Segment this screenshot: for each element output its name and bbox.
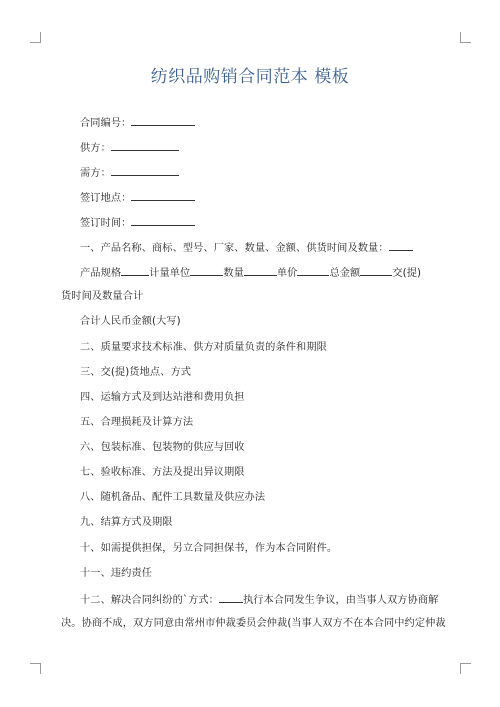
clause-12-cont: 决。协商不成，双方同意由常州市仲裁委员会仲裁(当事人双方不在本合同中约定仲裁 xyxy=(61,618,446,629)
blank-line xyxy=(111,165,179,176)
clause-9: 九、结算方式及期限 xyxy=(80,517,173,528)
crop-mark-top-right xyxy=(460,32,471,43)
field-sign-time: 签订时间： xyxy=(80,215,195,231)
clause-5: 五、合理损耗及计算方法 xyxy=(80,417,194,428)
blank-line xyxy=(389,240,413,251)
blank-line xyxy=(131,190,195,201)
clause-1: 一、产品名称、商标、型号、厂家、数量、金额、供货时间及数量： xyxy=(80,240,413,256)
field-buyer: 需方： xyxy=(80,165,179,181)
clause-10: 十、如需提供担保，另立合同担保书，作为本合同附件。 xyxy=(80,543,338,554)
blank-line xyxy=(219,592,243,603)
clause-6: 六、包装标准、包装物的供应与回收 xyxy=(80,442,245,453)
clause-8: 八、随机备品、配件工具数量及供应办法 xyxy=(80,492,266,503)
clause-11: 十一、违约责任 xyxy=(80,568,153,579)
crop-mark-top-left xyxy=(30,32,41,43)
field-sign-place: 签订地点： xyxy=(80,190,195,206)
clause-3: 三、交(提)货地点、方式 xyxy=(80,367,192,378)
clause-2: 二、质量要求技术标准、供方对质量负责的条件和期限 xyxy=(80,342,327,353)
spec-row-cont: 货时间及数量合计 xyxy=(61,291,144,302)
clause-12: 十二、解决合同纠纷的`方式： 执行本合同发生争议，由当事人双方协商解 xyxy=(80,592,438,608)
blank-line xyxy=(131,115,195,126)
spec-row: 产品规格 计量单位 数量 单价 总金额 交(提) xyxy=(80,265,421,281)
crop-mark-bottom-right xyxy=(460,663,471,674)
field-supplier: 供方： xyxy=(80,140,179,156)
field-contract-no: 合同编号： xyxy=(80,115,195,131)
crop-mark-bottom-left xyxy=(30,663,41,674)
blank-line xyxy=(111,140,179,151)
total-amount: 合计人民币金额(大写) xyxy=(80,316,181,327)
clause-4: 四、运输方式及到达站港和费用负担 xyxy=(80,392,245,403)
page-title: 纺织品购销合同范本 模板 xyxy=(150,67,350,87)
blank-line xyxy=(131,215,195,226)
clause-7: 七、验收标准、方法及提出异议期限 xyxy=(80,467,245,478)
